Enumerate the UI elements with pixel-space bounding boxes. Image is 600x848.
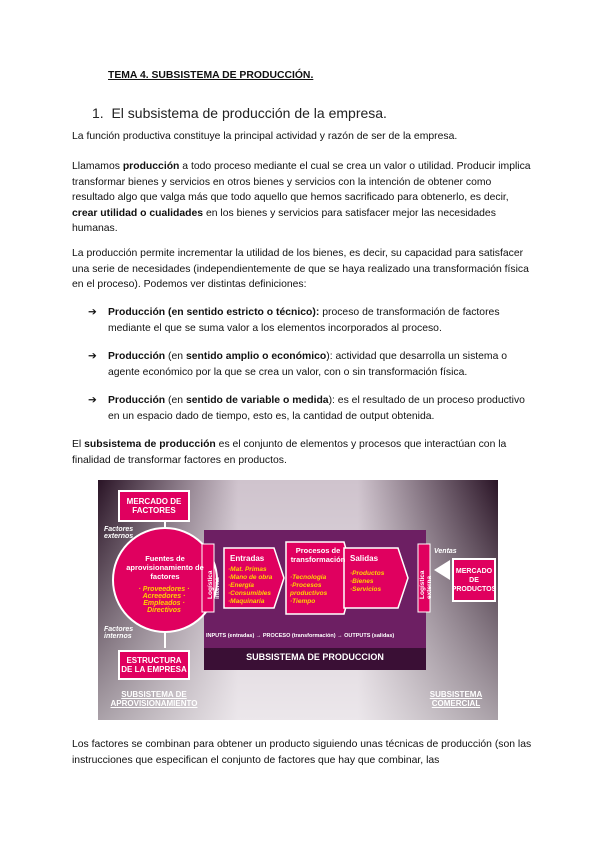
procesos-title: Procesos de transformación: [290, 546, 346, 564]
subsistema-produccion-label: SUBSISTEMA DE PRODUCCION: [246, 652, 384, 662]
ventas-label: Ventas: [434, 548, 457, 555]
logistica-interna-label: Logística interna: [207, 570, 221, 599]
production-subsystem-diagram: [98, 480, 498, 720]
arrow-icon: ➔: [88, 395, 97, 406]
entradas-title: Entradas: [230, 554, 265, 563]
subsistema-comercial-label: SUBSISTEMA COMERCIAL: [429, 690, 483, 708]
paragraph-subsistema: El subsistema de producción es el conjunto de elementos y procesos que interactúan con la finalidad de transformar factores en productos.: [72, 439, 507, 466]
paragraph-tecnicas: Los factores se combinan para obtener un producto siguiendo unas técnicas de producción (son las instrucciones que especifican el conjunto de factores que hay que combinar, las: [72, 739, 532, 766]
procesos-items: ·Tecnología ·Procesos productivos ·Tiempo: [290, 574, 328, 605]
salidas-title: Salidas: [350, 554, 379, 563]
estructura-empresa-box: ESTRUCTURA DE LA EMPRESA: [118, 650, 190, 680]
arrow-icon: ➔: [88, 351, 97, 362]
subsistema-aprovisionamiento-label: SUBSISTEMA DE APROVISIONAMIENTO: [110, 690, 198, 708]
factores-internos-label: Factores internos: [104, 626, 134, 640]
paragraph-definition: Llamamos producción a todo proceso mediante el cual se crea un valor o utilidad. Producir implica transformar bienes y servicios en otros bienes y servicios con la intención de obtener como resultado algo que valga más que todo aquello que hemos sacrificado para obtenerlo, es decir, crear utilidad o cualidades en los bienes y servicios para satisfacer mejor las necesidades humanas.: [72, 161, 531, 234]
factores-externos-label: Factores externos: [104, 526, 134, 540]
section-heading-text: El subsistema de producción de la empresa.: [111, 105, 387, 121]
document-title: TEMA 4. SUBSISTEMA DE PRODUCCIÓN.: [108, 70, 314, 81]
flow-label: INPUTS (entradas) → PROCESO (transformación) → OUTPUTS (salidas): [206, 633, 395, 639]
fuentes-title: Fuentes de aprovisionamiento de factores: [126, 554, 204, 581]
arrow-icon: ➔: [88, 307, 97, 318]
mercado-factores-box: MERCADO DE FACTORES: [118, 490, 190, 522]
section-number: 1.: [92, 105, 104, 121]
logistica-externa-label: Logística externa: [419, 570, 433, 599]
salidas-items: ·Productos ·Bienes ·Servicios: [350, 570, 385, 593]
mercado-productos-box: MERCADO DE PRODUCTOS: [452, 558, 496, 602]
paragraph-utility: La producción permite incrementar la utilidad de los bienes, es decir, su capacidad para satisfacer una serie de necesidades (independientemente de que se haya realizado una transformación física en el proceso). Podemos ver distintas definiciones:: [72, 248, 529, 290]
entradas-items: ·Mat. Primas ·Mano de obra ·Energía ·Consumibles ·Maquinaria: [228, 566, 273, 605]
paragraph-intro: La función productiva constituye la principal actividad y razón de ser de la empresa.: [72, 131, 458, 142]
section-heading: [92, 105, 387, 121]
fuentes-items: · Proveedores · Acreedores · Empleados · Directivos: [138, 586, 190, 614]
